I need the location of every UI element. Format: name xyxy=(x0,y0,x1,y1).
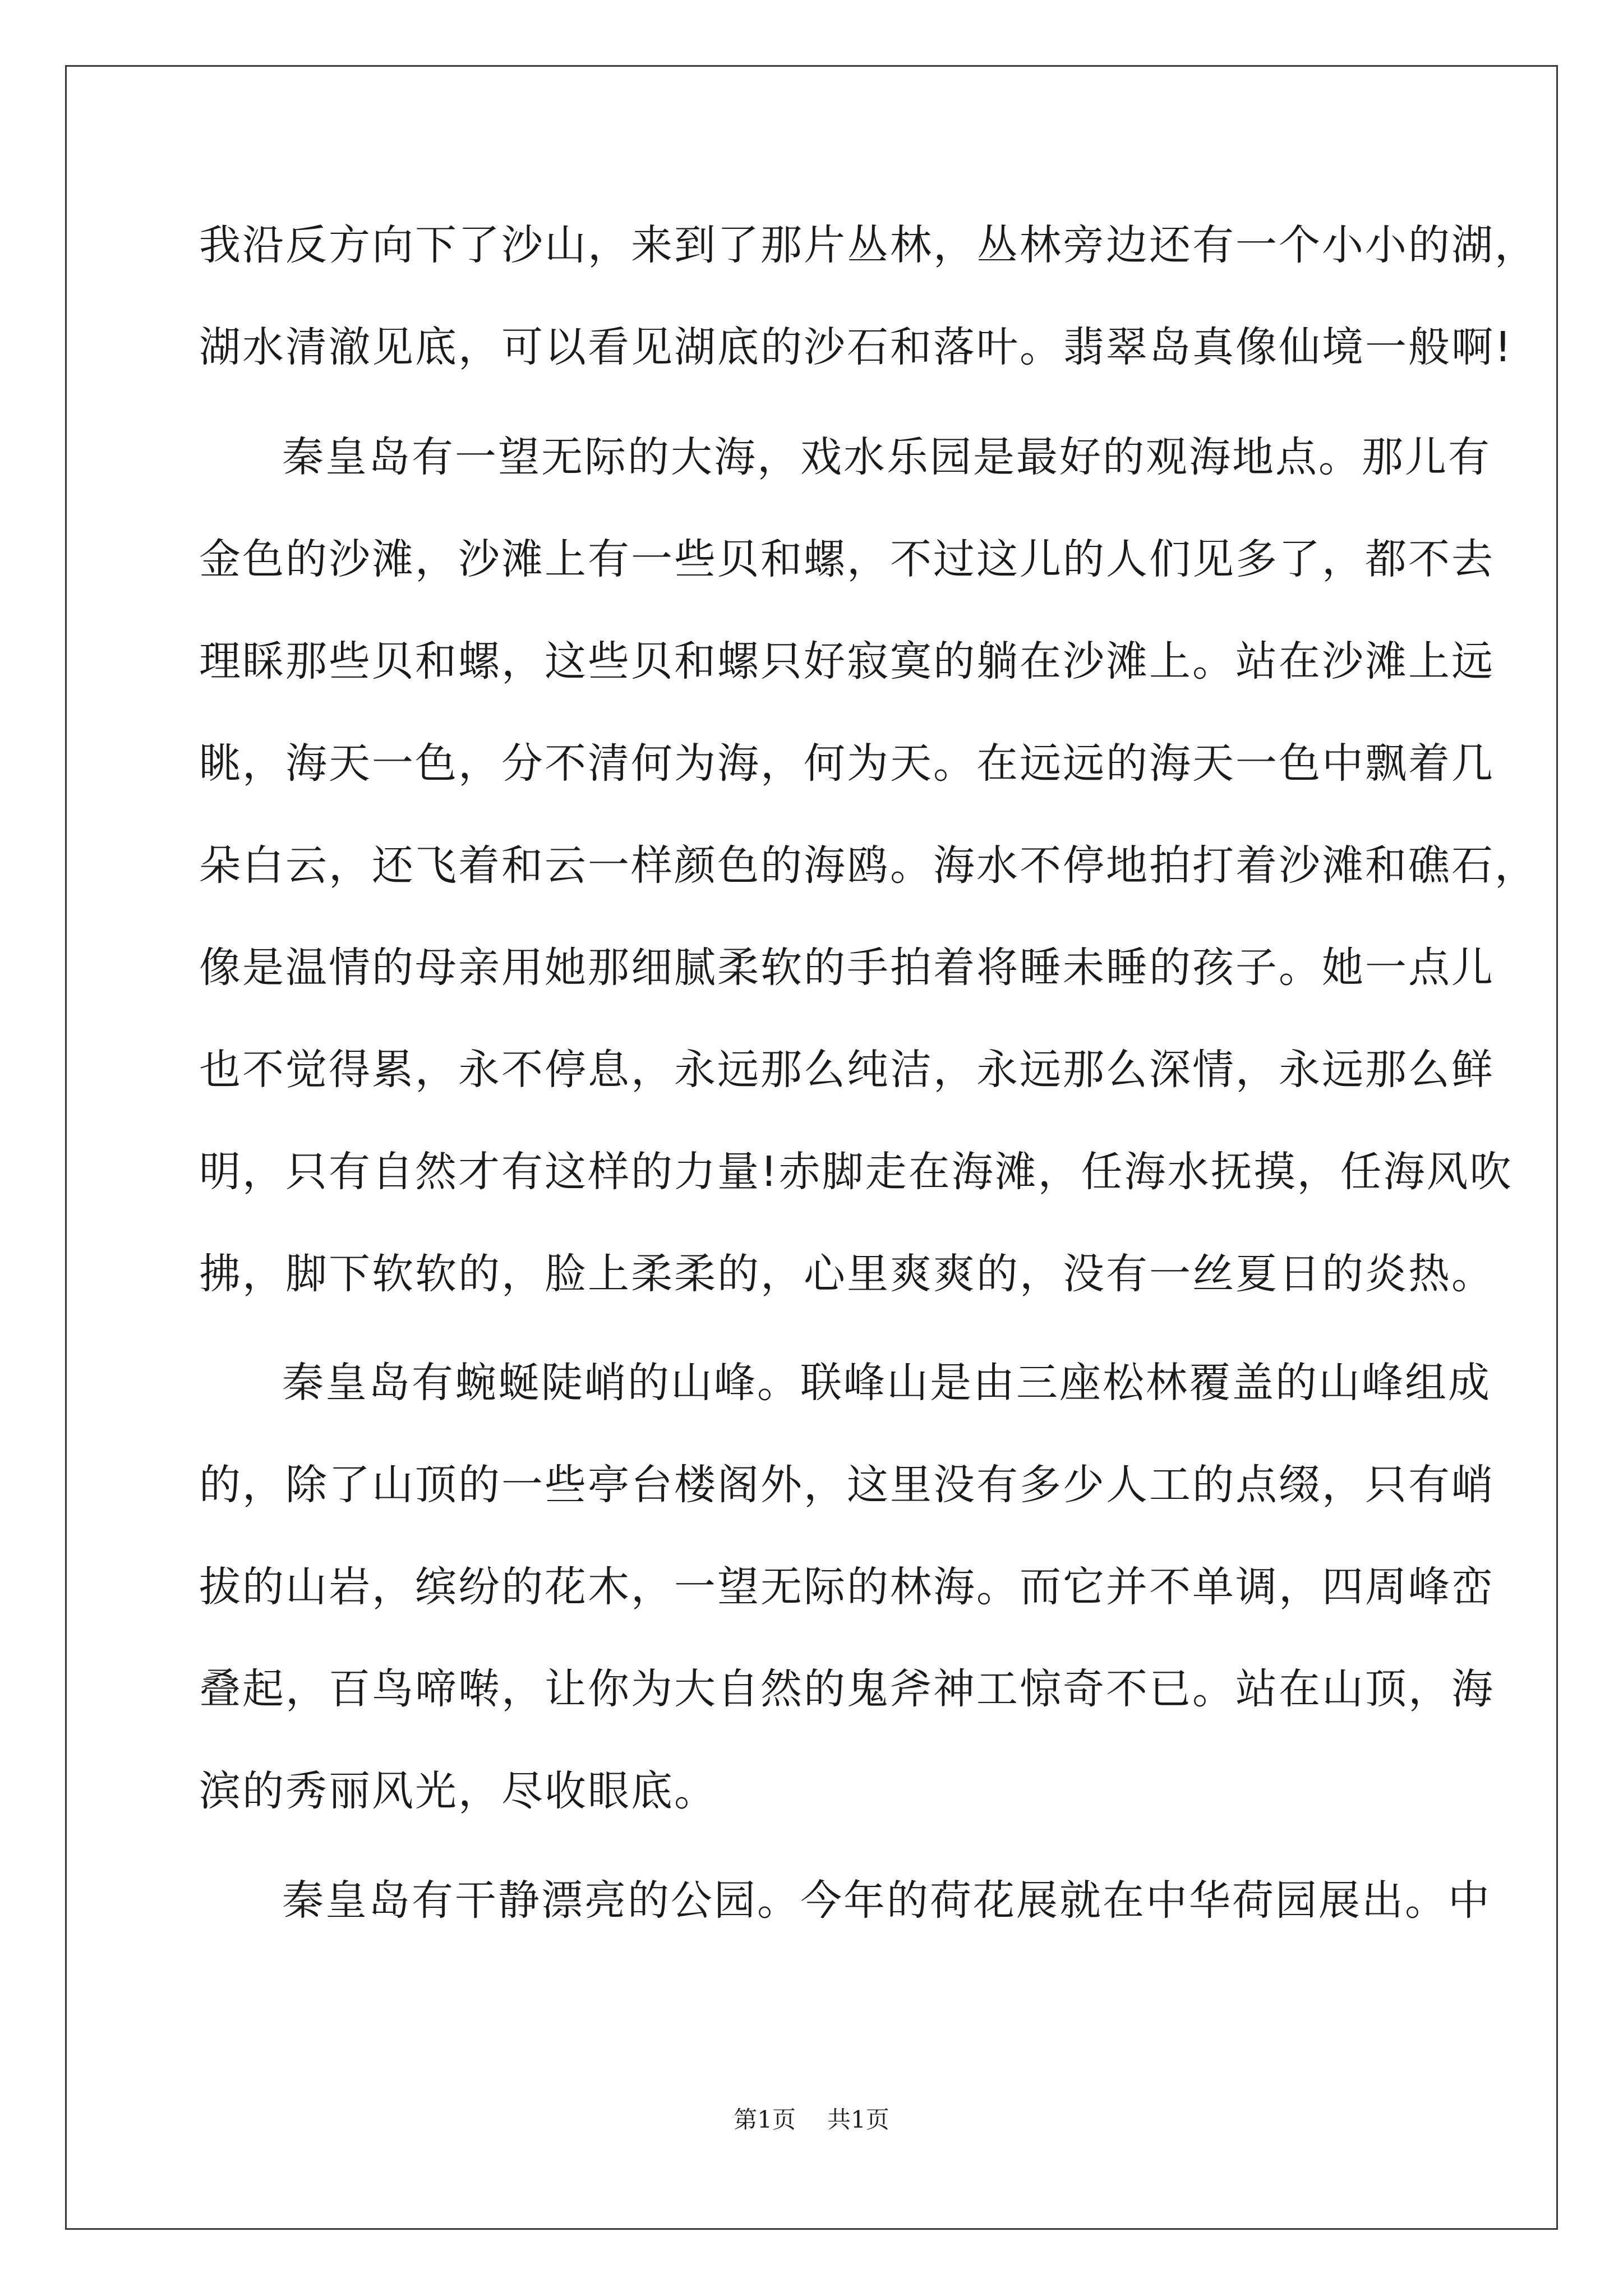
paragraph-start-line: 秦皇岛有一望无际的大海，戏水乐园是最好的观海地点。那儿有 xyxy=(282,433,1491,481)
text-line: 理睬那些贝和螺，这些贝和螺只好寂寞的躺在沙滩上。站在沙滩上远 xyxy=(199,637,1495,685)
text-line: 的，除了山顶的一些亭台楼阁外，这里没有多少人工的点缀，只有峭 xyxy=(199,1461,1495,1509)
text-line: 叠起，百鸟啼啭，让你为大自然的鬼斧神工惊奇不已。站在山顶，海 xyxy=(199,1665,1495,1713)
page-footer xyxy=(0,2101,1623,2135)
page-number: 第1页 xyxy=(734,2106,796,2133)
text-line: 拔的山岩，缤纷的花木，一望无际的林海。而它并不单调，四周峰峦 xyxy=(199,1563,1495,1611)
text-line: 眺，海天一色，分不清何为海，何为天。在远远的海天一色中飘着几 xyxy=(199,739,1495,788)
text-line: 我沿反方向下了沙山，来到了那片丛林，丛林旁边还有一个小小的湖， xyxy=(199,221,1538,269)
text-line: 滨的秀丽风光，尽收眼底。 xyxy=(199,1767,717,1815)
text-line: 明，只有自然才有这样的力量!赤脚走在海滩，任海水抚摸，任海风吹 xyxy=(199,1148,1513,1196)
text-line: 湖水清澈见底，可以看见湖底的沙石和落叶。翡翠岛真像仙境一般啊! xyxy=(199,323,1513,371)
text-line: 像是温情的母亲用她那细腻柔软的手拍着将睡未睡的孩子。她一点儿 xyxy=(199,944,1495,992)
text-line: 也不觉得累，永不停息，永远那么纯洁，永远那么深情，永远那么鲜 xyxy=(199,1046,1495,1094)
text-line: 朵白云，还飞着和云一样颜色的海鸥。海水不停地拍打着沙滩和礁石， xyxy=(199,841,1538,890)
paragraph-start-line: 秦皇岛有干静漂亮的公园。今年的荷花展就在中华荷园展出。中 xyxy=(282,1876,1491,1925)
text-line: 金色的沙滩，沙滩上有一些贝和螺，不过这儿的人们见多了，都不去 xyxy=(199,535,1495,583)
page-total: 共1页 xyxy=(827,2106,889,2133)
text-line: 拂，脚下软软的，脸上柔柔的，心里爽爽的，没有一丝夏日的炎热。 xyxy=(199,1250,1495,1298)
paragraph-start-line: 秦皇岛有蜿蜒陡峭的山峰。联峰山是由三座松林覆盖的山峰组成 xyxy=(282,1359,1491,1407)
